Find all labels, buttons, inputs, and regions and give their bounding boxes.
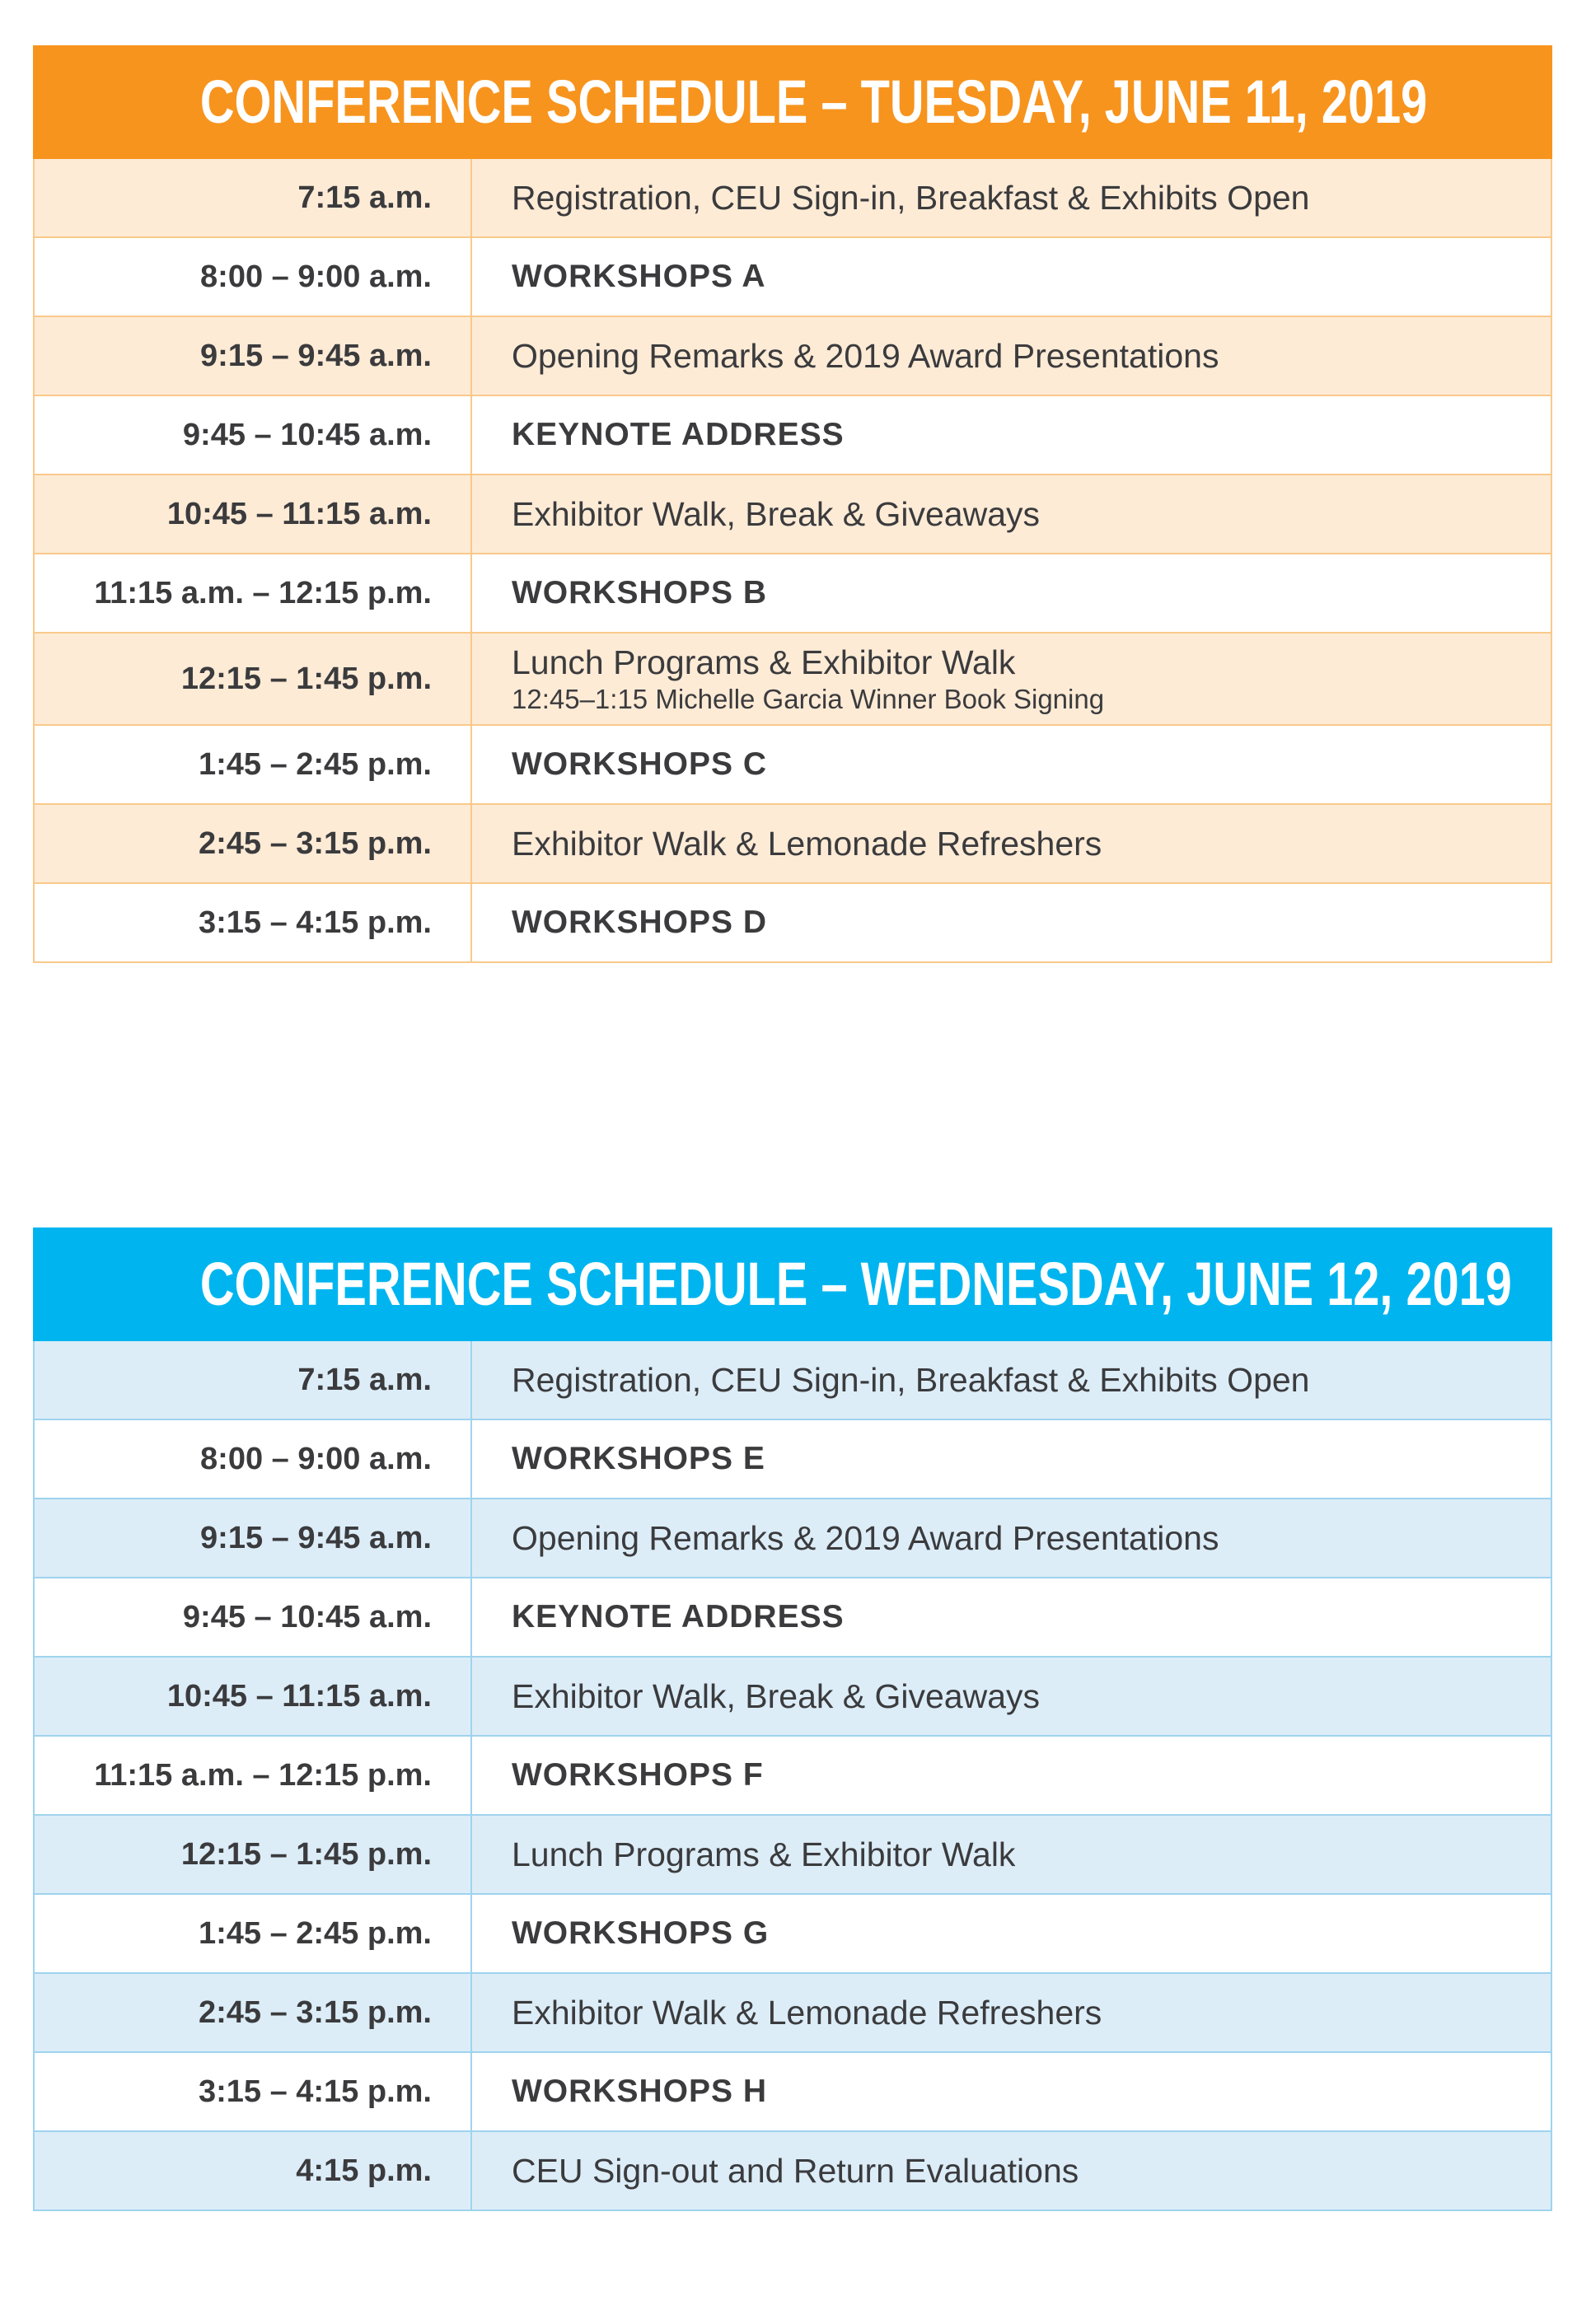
time-cell: 9:15 – 9:45 a.m. xyxy=(35,317,472,395)
time-cell: 7:15 a.m. xyxy=(35,1341,472,1419)
table-row xyxy=(35,1816,1551,1895)
time-cell: 9:45 – 10:45 a.m. xyxy=(35,396,472,474)
schedule-banner xyxy=(33,45,1552,159)
event-cell: Exhibitor Walk & Lemonade Refreshers xyxy=(512,1993,1102,2032)
table-row xyxy=(35,726,1551,805)
event-cell: WORKSHOPS F xyxy=(512,1757,764,1793)
schedule-banner xyxy=(33,1227,1552,1341)
table-row xyxy=(35,2132,1551,2211)
table-row xyxy=(35,2053,1551,2132)
table-row xyxy=(35,1420,1551,1499)
event-cell: Opening Remarks & 2019 Award Presentations xyxy=(512,336,1219,375)
time-cell: 4:15 p.m. xyxy=(35,2132,472,2209)
schedule-title: CONFERENCE SCHEDULE – WEDNESDAY, JUNE 12, 2019 xyxy=(199,1250,1512,1318)
event-cell xyxy=(472,643,1104,715)
table-row xyxy=(35,238,1551,317)
table-row xyxy=(35,1974,1551,2053)
event-cell: CEU Sign-out and Return Evaluations xyxy=(512,2151,1079,2190)
schedule-table xyxy=(33,1341,1552,2211)
table-row xyxy=(35,1341,1551,1420)
table-row xyxy=(35,1737,1551,1816)
event-title: Lunch Programs & Exhibitor Walk xyxy=(512,643,1016,681)
schedule-table xyxy=(33,159,1552,963)
event-cell: KEYNOTE ADDRESS xyxy=(512,417,845,452)
event-cell: Opening Remarks & 2019 Award Presentations xyxy=(512,1518,1219,1557)
table-row xyxy=(35,317,1551,396)
table-row xyxy=(35,159,1551,238)
event-cell: WORKSHOPS H xyxy=(512,2074,768,2109)
event-cell: Registration, CEU Sign-in, Breakfast & Exhibits Open xyxy=(512,178,1310,217)
time-cell: 12:15 – 1:45 p.m. xyxy=(35,1816,472,1893)
event-cell: Lunch Programs & Exhibitor Walk xyxy=(512,1835,1016,1873)
time-cell: 8:00 – 9:00 a.m. xyxy=(35,1420,472,1498)
table-row xyxy=(35,634,1551,726)
event-subtitle: 12:45–1:15 Michelle Garcia Winner Book Signing xyxy=(512,683,1105,714)
schedule-wednesday xyxy=(33,1227,1552,2211)
time-cell: 1:45 – 2:45 p.m. xyxy=(35,1895,472,1972)
time-cell: 9:45 – 10:45 a.m. xyxy=(35,1578,472,1656)
table-row xyxy=(35,396,1551,475)
event-cell: WORKSHOPS B xyxy=(512,575,768,610)
event-cell: Exhibitor Walk, Break & Giveaways xyxy=(512,1676,1041,1715)
time-cell: 7:15 a.m. xyxy=(35,159,472,236)
time-cell: 12:15 – 1:45 p.m. xyxy=(35,634,472,724)
event-cell: WORKSHOPS E xyxy=(512,1441,765,1476)
time-cell: 1:45 – 2:45 p.m. xyxy=(35,726,472,803)
event-cell: Registration, CEU Sign-in, Breakfast & Exhibits Open xyxy=(512,1360,1310,1399)
table-row xyxy=(35,1578,1551,1658)
schedule-title: CONFERENCE SCHEDULE – TUESDAY, JUNE 11, 2019 xyxy=(199,68,1428,136)
table-row xyxy=(35,1499,1551,1578)
time-cell: 11:15 a.m. – 12:15 p.m. xyxy=(35,554,472,632)
time-cell: 2:45 – 3:15 p.m. xyxy=(35,805,472,882)
event-cell: WORKSHOPS A xyxy=(512,259,766,294)
table-row xyxy=(35,475,1551,554)
time-cell: 2:45 – 3:15 p.m. xyxy=(35,1974,472,2051)
time-cell: 9:15 – 9:45 a.m. xyxy=(35,1499,472,1577)
event-cell: Exhibitor Walk & Lemonade Refreshers xyxy=(512,824,1102,863)
time-cell: 10:45 – 11:15 a.m. xyxy=(35,475,472,553)
table-row xyxy=(35,1658,1551,1737)
event-cell: WORKSHOPS G xyxy=(512,1915,770,1951)
table-row xyxy=(35,884,1551,963)
table-row xyxy=(35,554,1551,634)
time-cell: 10:45 – 11:15 a.m. xyxy=(35,1658,472,1735)
event-cell: WORKSHOPS D xyxy=(512,905,768,940)
time-cell: 8:00 – 9:00 a.m. xyxy=(35,238,472,316)
table-row xyxy=(35,805,1551,884)
table-row xyxy=(35,1895,1551,1974)
event-cell: WORKSHOPS C xyxy=(512,746,768,782)
time-cell: 11:15 a.m. – 12:15 p.m. xyxy=(35,1737,472,1814)
schedule-tuesday xyxy=(33,45,1552,963)
time-cell: 3:15 – 4:15 p.m. xyxy=(35,884,472,961)
event-cell: Exhibitor Walk, Break & Giveaways xyxy=(512,494,1041,533)
event-cell: KEYNOTE ADDRESS xyxy=(512,1599,845,1634)
time-cell: 3:15 – 4:15 p.m. xyxy=(35,2053,472,2130)
